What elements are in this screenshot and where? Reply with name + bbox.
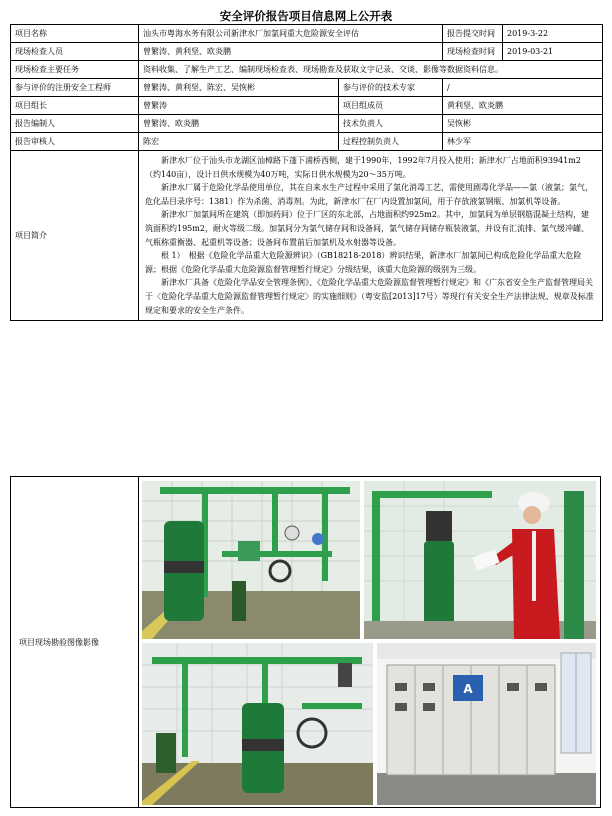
summary-paragraph: 新津水厂位于汕头市龙湖区汕樟路下蓬下浦桥西侧，建于1990年，1992年7月投入使用；新津水厂占地面积93941m2（约140亩），设计日供水规模为40万吨，实际日供水规模为20～35万吨。 [145,156,581,179]
table-row [11,25,603,43]
summary-paragraph: 根 1） 根据《危险化学品重大危险源辨识》（GB18218-2018）辨识结果，新津水厂加氯间已构成危险化学品重大危险源；根据《危险化学品重大危险源监督管理暂行规定》分级结果，该重大危险源的级别为三级。 [145,251,582,274]
table-row [11,115,603,133]
site-photos-label: 项目现场勘验图像影像 [19,638,99,647]
writers-value: 曾繁涛、欧炎鹏 [139,115,339,133]
site-photos-box [10,476,601,808]
summary-label: 项目简介 [11,151,139,321]
table-row [11,61,603,79]
project-name-value: 汕头市粤海水务有限公司新津水厂加氯间重大危险源安全评估 [139,25,443,43]
tech-lead-label: 技术负责人 [339,115,443,133]
submit-time-value: 2019-3-22 [503,25,603,43]
summary-paragraph: 新津水厂加氯间所在建筑（即加药间）位于厂区的东北部，占地面积约925m2。其中，加氯间为单层钢筋混凝土结构，建筑面积约195m2，耐火等级二级。加氯间分为氯气储存间和设备间，氯气储存间储存瓶装液氯，并设有汇流排、氯气缓冲罐、气瓶称重衡器、起重机等设备；设备间布置前后加氯机及水射器等设备。 [145,210,589,247]
reviewer-value: 陈宏 [139,133,339,151]
site-photo-pipes [142,481,360,639]
writers-label: 报告编制人 [11,115,139,133]
page-title: 安全评价报告项目信息网上公开表 [219,9,393,23]
leader-value: 曾繁涛 [139,97,339,115]
site-photo-tanks [142,643,373,805]
photo-divider [138,477,139,807]
tech-lead-value: 吴恢彬 [443,115,603,133]
engineers-value: 曾繁涛、黄利坚、陈宏、吴恢彬 [139,79,339,97]
main-task-value: 资料收集、了解生产工艺、编制现场检查表、现场勘查及获取文字记录、交谈、影像等数据资料信息。 [139,61,603,79]
leader-label: 项目组长 [11,97,139,115]
members-label: 项目组成员 [339,97,443,115]
inspectors-label: 现场检查人员 [11,43,139,61]
engineers-label: 参与评价的注册安全工程师 [11,79,139,97]
table-row [11,97,603,115]
summary-cell [139,151,603,321]
inspect-time-value: 2019-03-21 [503,43,603,61]
info-table [10,24,603,321]
site-photo-cabinets [377,643,596,805]
process-lead-value: 林少军 [443,133,603,151]
main-task-label: 现场检查主要任务 [11,61,139,79]
experts-value: / [443,79,603,97]
table-row [11,79,603,97]
experts-label: 参与评价的技术专家 [339,79,443,97]
summary-paragraph: 新津水厂具备《危险化学品安全管理条例》、《危险化学品重大危险源监督管理暂行规定》和《广东省安全生产监督管理局关于〈危险化学品重大危险源监督管理暂行规定〉的实施细则》（粤安监[2013]17号）等现行有关安全生产法律法规、规章及标准规定和要求的安全生产条件。 [145,278,594,315]
table-row [11,133,603,151]
site-photo-inspector [364,481,596,639]
signage-letter: A [463,682,473,696]
submit-time-label: 报告提交时间 [443,25,503,43]
project-name-label: 项目名称 [11,25,139,43]
reviewer-label: 报告审核人 [11,133,139,151]
members-value: 黄利坚、欧炎鹏 [443,97,603,115]
inspectors-value: 曾繁涛、黄利坚、欧炎鹏 [139,43,443,61]
table-row [11,43,603,61]
inspect-time-label: 现场检查时间 [443,43,503,61]
process-lead-label: 过程控制负责人 [339,133,443,151]
summary-paragraph: 新津水厂属于危险化学品使用单位，其在自来水生产过程中采用了氯化消毒工艺，需使用剧毒化学品——氯（液氯；氯气，危化品目录序号：1381）作为杀菌、消毒剂。为此，新津水厂在厂内设置加氯间，用于存放液氯钢瓶、加氯机等设备。 [145,183,593,206]
table-row [11,151,603,321]
